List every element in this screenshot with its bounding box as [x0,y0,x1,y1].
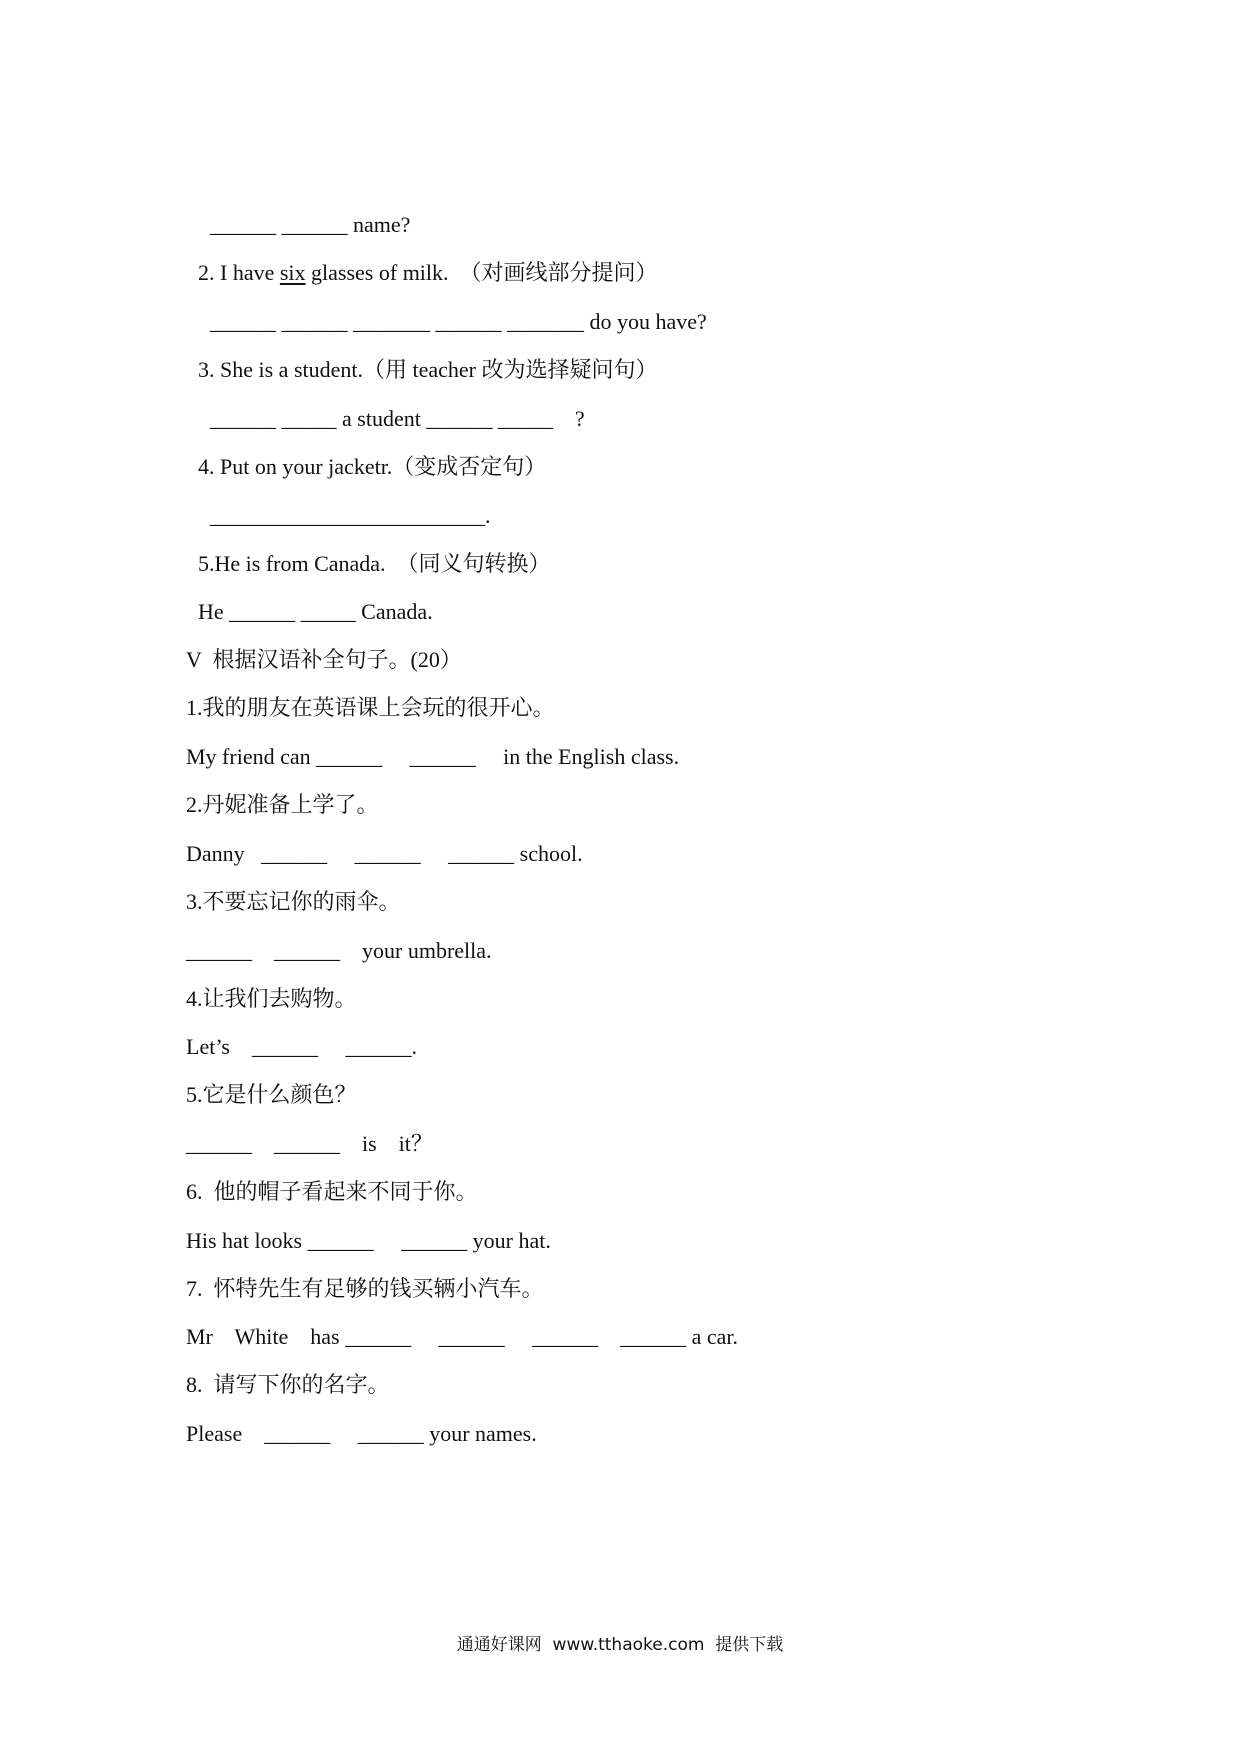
v6-chinese: 6. 他的帽子看起来不同于你。 [186,1179,478,1204]
v6-english: His hat looks ______ ______ your hat. [186,1228,551,1253]
v4-english: Let’s ______ ______. [186,1034,417,1059]
v5-chinese: 5.它是什么颜色？ [186,1082,357,1107]
v7-english: Mr White has ______ ______ ______ ______ a car. [186,1324,738,1349]
q4-answer-line: _________________________. [210,503,491,528]
q3-prompt: 3. She is a student.（用 teacher 改为选择疑问句） [198,357,658,382]
q2-underlined-word: six [279,260,306,285]
v1-english: My friend can ______ ______ in the English class. [186,744,680,769]
v8-chinese: 8. 请写下你的名字。 [186,1372,390,1397]
page-footer: 通通好课网 www.tthaoke.com 提供下载 [456,1635,784,1655]
q3-answer-line: ______ _____ a student ______ _____ ? [210,406,585,431]
v3-english: ______ ______ your umbrella. [186,938,492,963]
q2-prompt [198,259,658,287]
q2-answer-line: ______ ______ _______ ______ _______ do you have? [210,309,707,334]
v4-chinese: 4.让我们去购物。 [186,986,357,1011]
q2-prompt-start: 2. I have [198,260,280,285]
v8-english: Please ______ ______ your names. [186,1421,537,1446]
q1-answer-line: ______ ______ name? [210,212,411,237]
v2-chinese: 2.丹妮准备上学了。 [186,792,379,817]
v7-chinese: 7. 怀特先生有足够的钱买辆小汽车。 [186,1276,544,1301]
q5-prompt: 5.He is from Canada. （同义句转换） [198,551,551,576]
q4-prompt: 4. Put on your jacketr.（变成否定句） [198,454,547,479]
v2-english: Danny ______ ______ ______ school. [186,841,583,866]
q2-prompt-end: glasses of milk. （对画线部分提问） [305,260,658,285]
v3-chinese: 3.不要忘记你的雨伞。 [186,889,401,914]
v1-chinese: 1.我的朋友在英语课上会玩的很开心。 [186,695,555,720]
v5-english: ______ ______ is it？ [186,1131,433,1156]
section-v-heading: V 根据汉语补全句子。(20） [186,647,462,672]
q5-answer-line: He ______ _____ Canada. [198,599,433,624]
